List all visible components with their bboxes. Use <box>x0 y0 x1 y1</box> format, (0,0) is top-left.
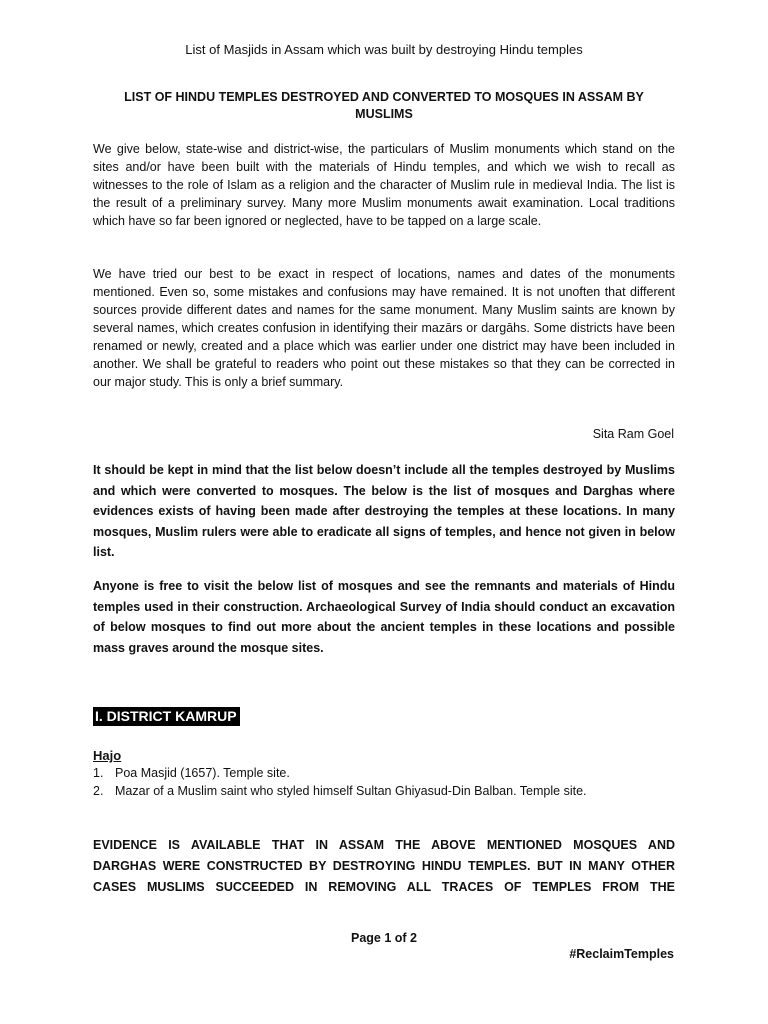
note-paragraph-2: Anyone is free to visit the below list of mosques and see the remnants and materials of Hindu temples used in their construction. Archaeological Survey of India should conduct an excavation of below mosques to find out more about the ancient temples in these locations and possible mass graves around the mosque sites. <box>93 579 675 655</box>
mosque-list <box>93 764 675 800</box>
page-number: Page 1 of 2 <box>351 931 417 945</box>
list-item-number: 1. <box>93 766 104 780</box>
note-paragraph-1: It should be kept in mind that the list below doesn’t include all the temples destroyed by Muslims and which were converted to mosques. The below is the list of mosques and Darghas where evidences exists of having been made after destroying the temples at these locations. In many mosques, Muslim rulers were able to eradicate all signs of temples, and hence not given in below list. <box>93 463 675 559</box>
page-header: List of Masjids in Assam which was built by destroying Hindu temples <box>185 42 583 57</box>
intro-paragraph-2: We have tried our best to be exact in respect of locations, names and dates of the monuments mentioned. Even so, some mistakes and confusions may have remained. It is not unoften that different sources provide different dates and names for the same monument. Many Muslim saints are known by several names, which creates confusion in identifying their mazārs or dargāhs. Some districts have been renamed or newly, created and a place which was earlier under one district may have been included in another. We shall be grateful to readers who point out these mistakes so that they can be corrected in our major study. This is only a brief summary. <box>93 267 675 389</box>
place-heading: Hajo <box>93 748 122 763</box>
document-title: LIST OF HINDU TEMPLES DESTROYED AND CONVERTED TO MOSQUES IN ASSAM BY MUSLIMS <box>124 90 644 121</box>
hashtag: #ReclaimTemples <box>569 947 674 961</box>
district-heading: I. DISTRICT KAMRUP <box>93 707 240 726</box>
evidence-line: CASES MUSLIMS SUCCEEDED IN REMOVING ALL TRACES OF TEMPLES FROM THE <box>93 880 675 894</box>
author-signature: Sita Ram Goel <box>592 427 674 441</box>
list-item-number: 2. <box>93 784 104 798</box>
list-item-text: Poa Masjid (1657). Temple site. <box>115 766 290 780</box>
list-item <box>93 764 675 782</box>
evidence-paragraph <box>93 835 675 898</box>
list-item-text: Mazar of a Muslim saint who styled himself Sultan Ghiyasud-Din Balban. Temple site. <box>115 784 587 798</box>
list-item <box>93 782 675 800</box>
evidence-line: DARGHAS WERE CONSTRUCTED BY DESTROYING HINDU TEMPLES. BUT IN MANY OTHER <box>93 859 675 873</box>
evidence-line: EVIDENCE IS AVAILABLE THAT IN ASSAM THE ABOVE MENTIONED MOSQUES AND <box>93 838 675 852</box>
intro-paragraph-1: We give below, state-wise and district-wise, the particulars of Muslim monuments which stand on the sites and/or have been built with the materials of Hindu temples, and which we wish to recall as witnesses to the role of Islam as a religion and the character of Muslim rule in medieval India. The list is the result of a preliminary survey. Many more Muslim monuments await examination. Local traditions which have so far been ignored or neglected, have to be tapped on a large scale. <box>93 142 675 228</box>
